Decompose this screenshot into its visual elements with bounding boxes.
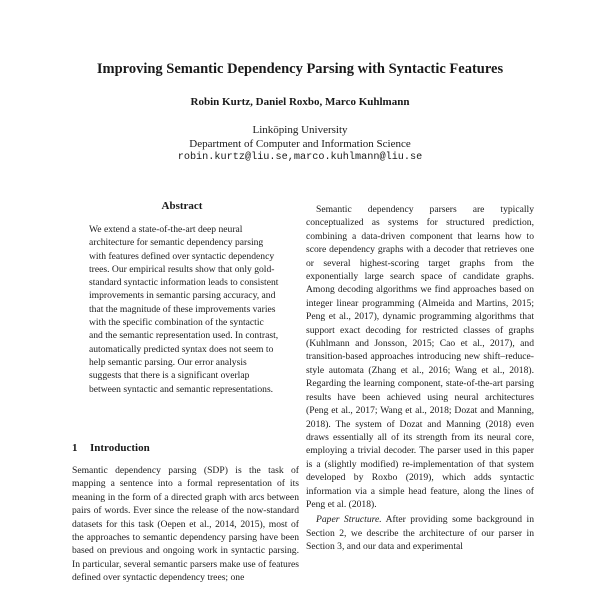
- abstract-text: We extend a state-of-the-art deep neural architecture for semantic dependency parsing with features defined over syntactic dependency trees. Our empirical results show that only gold-standard syntactic information leads to consistent improvements in semantic parsing accuracy, and that the magnitude of these improvements varies with the specific combination of the syntactic and the semantic representation used. In contrast, automatically predicted syntax does not seem to help semantic parsing. Our error analysis suggests that there is a significant overlap between syntactic and semantic representations.: [89, 224, 279, 395]
- department: Department of Computer and Information Science: [189, 138, 411, 150]
- university: Linköping University: [252, 124, 348, 136]
- paragraph-2-text: After providing some background in Section 2, we describe the architecture of our parser in Section 3, and our data and experimental: [306, 514, 534, 553]
- affiliation-block: [0, 123, 600, 165]
- paragraph-runin-heading: Paper Structure.: [316, 514, 382, 526]
- abstract-heading: Abstract: [161, 200, 203, 212]
- introduction-paragraph: Semantic dependency parsing (SDP) is the task of mapping a sentence into a formal representation of its meaning in the form of a directed graph with arcs between pairs of words. Ever since the release of the now-standard datasets for this task (Oepen et al., 2014, 2015), most of the approaches to semantic dependency parsing have been based on previous and ongoing work in syntactic parsing. In particular, several semantic parsers make use of features defined over syntactic dependency trees; one: [72, 465, 299, 584]
- right-column-paragraph-2: [306, 513, 534, 553]
- author-list: Robin Kurtz, Daniel Roxbo, Marco Kuhlmann: [190, 96, 410, 108]
- section-title: Introduction: [90, 442, 150, 454]
- author-emails: robin.kurtz@liu.se,marco.kuhlmann@liu.se: [177, 152, 423, 163]
- section-number: 1: [72, 442, 78, 454]
- introduction-body: [72, 464, 299, 585]
- right-column-paragraph-1: Semantic dependency parsers are typically conceptualized as systems for structured prediction, combining a data-driven component that learns how to score dependency graphs with a decoder that retrieves one or several highest-scoring target graphs from the exponentially large search space of candidate graphs. Among decoding algorithms we find approaches based on integer linear programming (Almeida and Martins, 2015; Peng et al., 2017), dynamic programming algorithms that support exact decoding for restricted classes of graphs (Kuhlmann and Jonsson, 2015; Cao et al., 2017), and transition-based approaches introducing new shift–reduce-style automata (Zhang et al., 2016; Wang et al., 2018). Regarding the learning component, state-of-the-art parsing results have been achieved using neural architectures (Peng et al., 2017; Wang et al., 2018; Dozat and Manning, 2018). The system of Dozat and Manning (2018) even draws essentially all of its strength from its neural core, employing a trivial decoder. The parser used in this paper is a (slightly modified) re-implementation of that system developed by Roxbo (2019), which adds syntactic information via a simple head feature, along the lines of Peng et al. (2018).: [306, 204, 534, 510]
- section-heading-introduction: [72, 442, 150, 454]
- abstract-body: [89, 223, 279, 396]
- paper-title: Improving Semantic Dependency Parsing with Syntactic Features: [96, 61, 504, 77]
- right-column: [306, 203, 534, 554]
